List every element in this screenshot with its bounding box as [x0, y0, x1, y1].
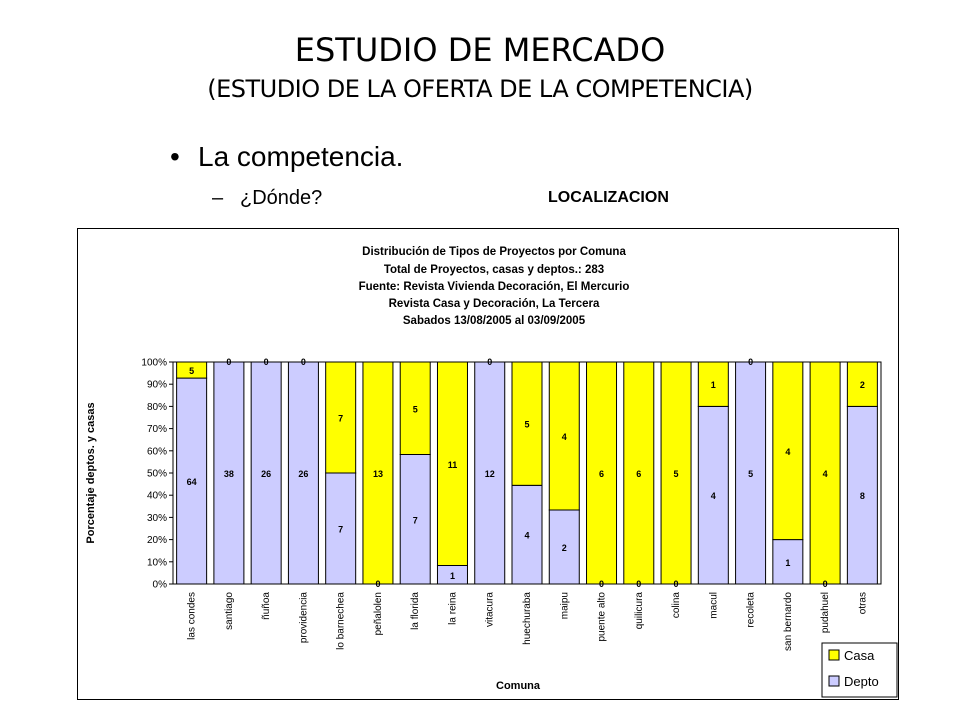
data-label-casa: 6 — [636, 469, 642, 479]
chart-title-line: Distribución de Tipos de Proyectos por Comuna — [362, 246, 626, 258]
x-category-label: recoleta — [745, 592, 757, 628]
x-category-label: san bernardo — [782, 592, 794, 651]
data-label-depto: 12 — [484, 469, 495, 479]
bullet-competencia — [170, 140, 403, 174]
chart-title-line: Fuente: Revista Vivienda Decoración, El Mercurio — [358, 281, 630, 293]
data-label-casa: 0 — [226, 357, 232, 367]
data-label-casa: 7 — [338, 413, 344, 424]
x-category-label: vitacura — [484, 592, 496, 628]
x-category-label: macul — [708, 592, 720, 619]
data-label-depto: 26 — [261, 469, 272, 479]
data-label-depto: 2 — [561, 543, 567, 553]
x-category-label: colina — [671, 592, 683, 619]
x-category-label: quilicura — [633, 592, 645, 630]
sub-bullet-donde — [212, 185, 322, 211]
slide-subtitle: (ESTUDIO DE LA OFERTA DE LA COMPETENCIA) — [207, 75, 753, 103]
legend-label: Casa — [844, 648, 875, 663]
y-tick-label: 20% — [146, 535, 167, 547]
data-label-depto: 0 — [673, 579, 679, 589]
x-category-label: las condes — [186, 592, 198, 640]
y-tick-label: 60% — [146, 446, 167, 458]
legend-swatch — [829, 676, 839, 686]
data-label-depto: 7 — [338, 524, 344, 535]
data-label-casa: 6 — [599, 469, 605, 479]
chart-frame — [77, 228, 899, 700]
y-tick-label: 90% — [146, 379, 167, 391]
y-tick-label: 100% — [141, 357, 167, 369]
data-label-casa: 4 — [822, 469, 828, 479]
x-axis-label: Comuna — [496, 680, 540, 692]
data-label-depto: 8 — [859, 491, 865, 502]
data-label-depto: 0 — [822, 579, 828, 589]
y-tick-label: 0% — [152, 579, 167, 591]
data-label-depto: 5 — [748, 469, 754, 479]
y-axis-label: Porcentaje deptos. y casas — [85, 402, 97, 544]
sub-bullet-text: ¿Dónde? — [240, 187, 323, 209]
x-category-label: la reina — [447, 592, 459, 625]
data-label-depto: 26 — [298, 469, 309, 479]
data-label-depto: 0 — [599, 579, 605, 589]
x-category-label: providencia — [298, 592, 310, 644]
data-label-casa: 11 — [447, 459, 458, 470]
slide-title: ESTUDIO DE MERCADO — [294, 31, 666, 69]
y-tick-label: 40% — [146, 490, 167, 502]
chart-title-line: Revista Casa y Decoración, La Tercera — [388, 298, 600, 310]
bullet-dot-icon: • — [170, 141, 180, 172]
y-tick-label: 30% — [146, 512, 167, 524]
y-tick-label: 80% — [146, 401, 167, 413]
x-category-label: santiago — [223, 592, 235, 630]
data-label-casa: 5 — [524, 419, 530, 430]
data-label-casa: 4 — [785, 446, 791, 457]
localizacion-label: LOCALIZACION — [548, 189, 669, 206]
bullet-text: La competencia. — [198, 141, 404, 172]
data-label-depto: 0 — [636, 579, 642, 589]
y-tick-label: 50% — [146, 468, 167, 480]
data-label-casa: 5 — [673, 469, 679, 479]
data-label-casa: 5 — [412, 404, 418, 415]
data-label-casa: 0 — [300, 357, 306, 367]
data-label-casa: 0 — [487, 357, 493, 367]
data-label-casa: 4 — [561, 432, 567, 442]
y-tick-label: 70% — [146, 424, 167, 436]
legend-label: Depto — [844, 674, 879, 689]
x-category-label: ñuñoa — [261, 592, 273, 620]
data-label-depto: 38 — [223, 469, 234, 479]
x-category-label: puente alto — [596, 592, 608, 642]
x-category-label: huechuraba — [522, 592, 533, 645]
y-tick-label: 10% — [146, 557, 167, 569]
data-label-casa: 0 — [748, 357, 754, 367]
data-label-casa: 5 — [189, 366, 195, 377]
data-label-depto: 64 — [186, 477, 197, 488]
stacked-bar-chart — [78, 229, 898, 699]
data-label-depto: 0 — [375, 579, 381, 589]
x-category-label: lo barnechea — [335, 592, 347, 650]
x-category-label: peñalolen — [372, 592, 384, 636]
data-label-depto: 4 — [710, 491, 716, 502]
data-label-depto: 7 — [412, 515, 418, 526]
data-label-casa: 1 — [710, 380, 716, 391]
data-label-casa: 13 — [372, 469, 383, 479]
data-label-depto: 4 — [524, 530, 530, 541]
legend-swatch — [829, 650, 839, 660]
data-label-depto: 1 — [449, 570, 455, 581]
data-label-casa: 2 — [859, 380, 865, 391]
data-label-depto: 1 — [785, 557, 791, 568]
data-label-casa: 0 — [263, 357, 269, 367]
x-category-label: pudahuel — [820, 592, 832, 634]
x-category-label: otras — [857, 592, 869, 615]
x-category-label: maipu — [559, 592, 571, 620]
chart-title-line: Total de Proyectos, casas y deptos.: 283 — [383, 264, 605, 276]
chart-title-line: Sabados 13/08/2005 al 03/09/2005 — [402, 315, 586, 327]
x-category-label: la florida — [410, 592, 422, 630]
sub-bullet-dash-icon: – — [212, 187, 224, 209]
